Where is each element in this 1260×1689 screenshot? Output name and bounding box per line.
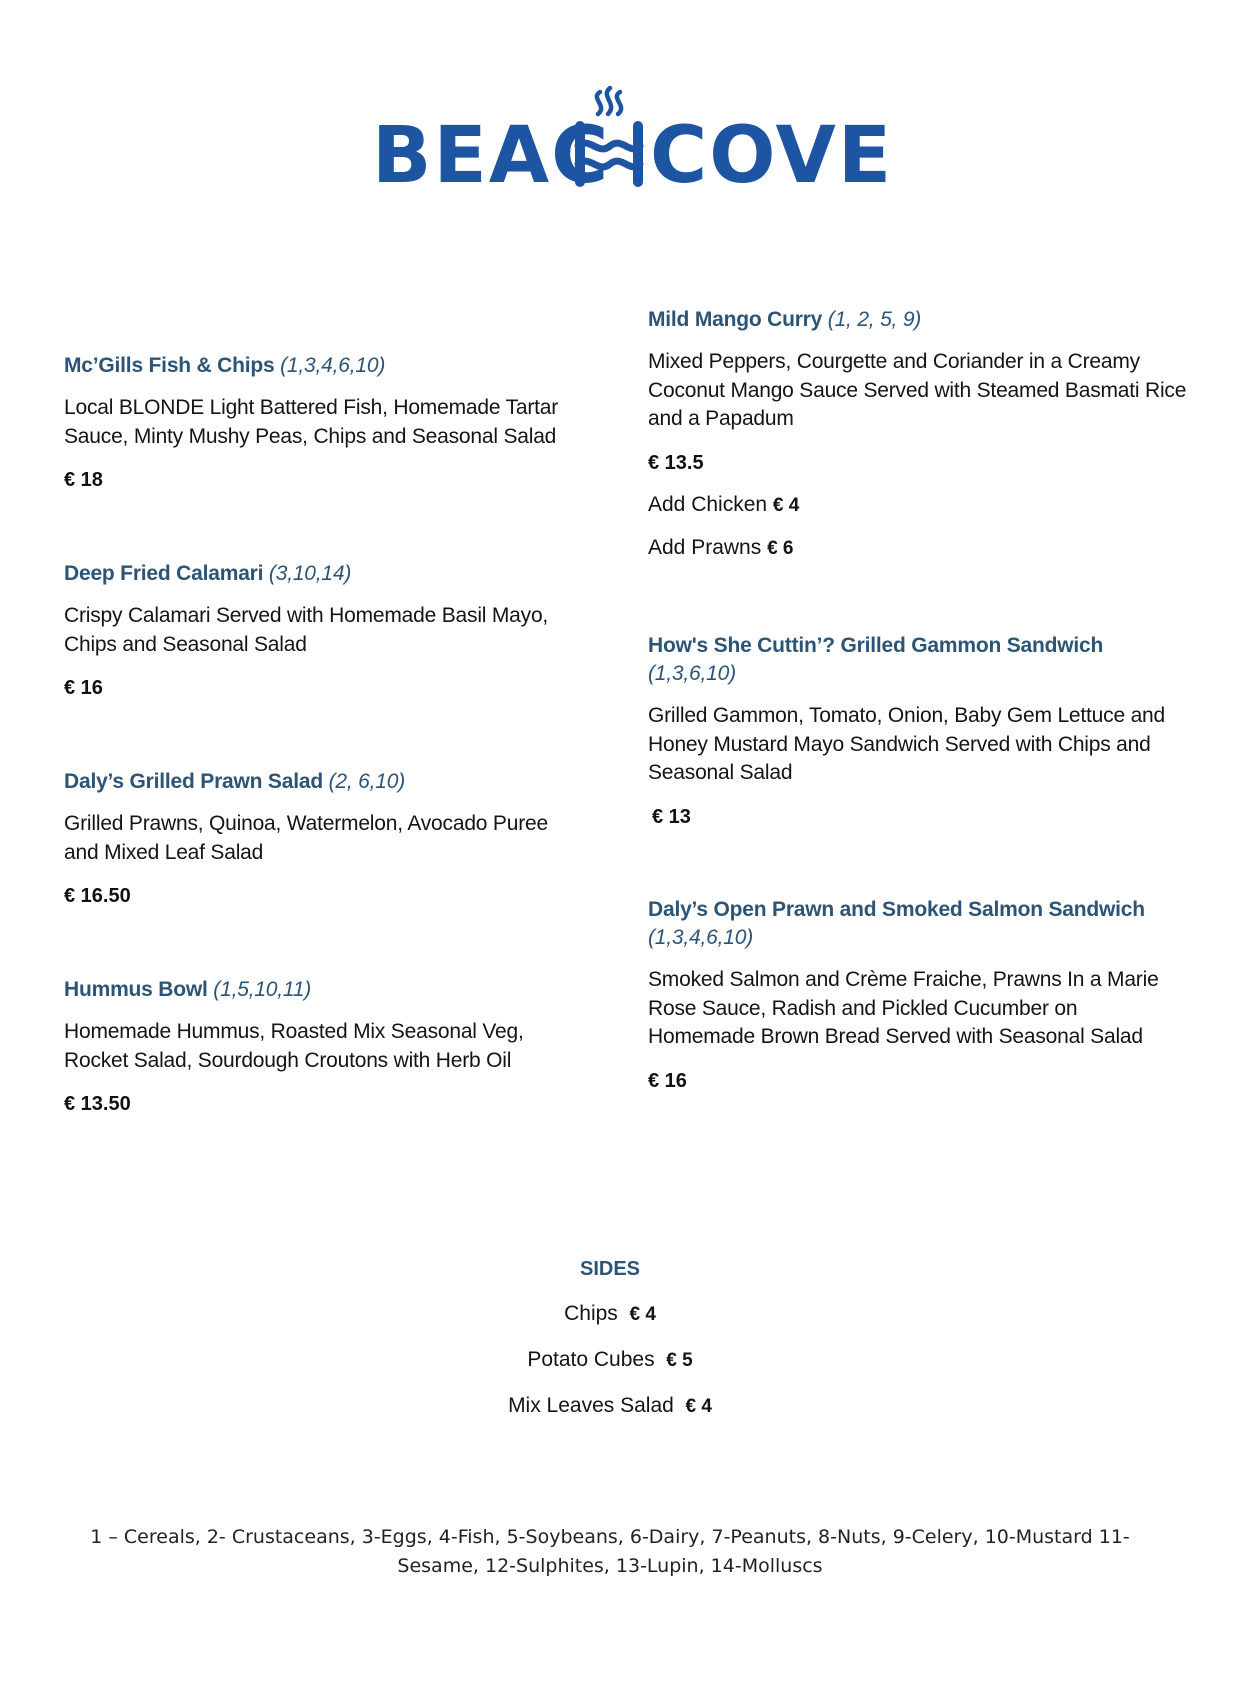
extra-label: Add Prawns [648, 535, 762, 559]
menu-item [648, 306, 1188, 563]
menu-item [64, 976, 584, 1118]
item-description: Grilled Gammon, Tomato, Onion, Baby Gem Lettuce and Honey Mustard Mayo Sandwich Served with Chips and Seasonal Salad [648, 704, 1166, 784]
item-title [648, 896, 1188, 952]
item-description: Grilled Prawns, Quinoa, Watermelon, Avocado Puree and Mixed Leaf Salad [64, 812, 548, 864]
item-name: Mc’Gills Fish & Chips [64, 354, 275, 377]
item-price: € 18 [64, 469, 103, 491]
item-name: Hummus Bowl [64, 978, 208, 1001]
item-allergens: (1,3,4,6,10) [280, 354, 386, 377]
allergen-key [60, 1523, 1160, 1581]
sides-title: SIDES [579, 1258, 641, 1280]
menu-item [64, 352, 584, 494]
item-name: Daly’s Open Prawn and Smoked Salmon Sandwich [648, 898, 1145, 921]
item-price: € 13 [652, 805, 691, 828]
item-description: Homemade Hummus, Roasted Mix Seasonal Veg, Rocket Salad, Sourdough Croutons with Herb Oil [64, 1020, 524, 1072]
menu-item [648, 896, 1188, 1095]
menu-item [64, 560, 584, 702]
item-title [64, 560, 584, 588]
allergen-key-line-1: 1 – Cereals, 2- Crustaceans, 3-Eggs, 4-Fish, 5-Soybeans, 6-Dairy, 7-Peanuts, 8-Nuts, 9-Celery, 10-Mustard 11- [90, 1526, 1130, 1548]
item-price: € 16 [648, 1069, 687, 1092]
item-price: € 13.50 [64, 1093, 131, 1115]
item-price: € 13.5 [648, 451, 704, 474]
item-allergens: (1, 2, 5, 9) [827, 308, 922, 331]
svg-text:BEAC: BEAC [372, 111, 611, 201]
item-title [648, 306, 1188, 334]
item-extra [648, 534, 1188, 563]
item-allergens: (1,3,6,10) [648, 662, 736, 685]
svg-text:COVE: COVE [650, 111, 894, 201]
brand-logo [372, 84, 894, 201]
item-description: Crispy Calamari Served with Homemade Basil Mayo, Chips and Seasonal Salad [64, 604, 549, 656]
item-title [648, 632, 1188, 688]
item-allergens: (2, 6,10) [328, 770, 406, 793]
item-description: Smoked Salmon and Crème Fraiche, Prawns In a Marie Rose Sauce, Radish and Pickled Cucumber on Homemade Brown Bread Served with Seasonal Salad [648, 968, 1159, 1048]
item-description: Local BLONDE Light Battered Fish, Homemade Tartar Sauce, Minty Mushy Peas, Chips and Seasonal Salad [64, 396, 559, 448]
item-price: € 16.50 [64, 885, 131, 907]
side-label: Potato Cubes [527, 1348, 655, 1371]
side-item [0, 1392, 1220, 1421]
item-extra [648, 491, 1188, 520]
menu-item [64, 768, 584, 910]
side-label: Chips [564, 1302, 618, 1325]
side-price: € 4 [685, 1396, 712, 1417]
extra-price: € 6 [767, 537, 794, 559]
item-name: Mild Mango Curry [648, 308, 823, 331]
item-title [64, 352, 584, 380]
item-allergens: (1,5,10,11) [213, 978, 312, 1001]
item-allergens: (1,3,4,6,10) [648, 926, 753, 949]
side-label: Mix Leaves Salad [508, 1394, 674, 1417]
item-title [64, 976, 584, 1004]
item-allergens: (3,10,14) [268, 562, 352, 585]
extra-price: € 4 [772, 494, 800, 516]
item-name: How's She Cuttin’? Grilled Gammon Sandwich [648, 634, 1104, 657]
item-title [64, 768, 584, 796]
sides-section [0, 1255, 1220, 1421]
side-item [0, 1300, 1220, 1329]
item-name: Deep Fried Calamari [64, 562, 264, 585]
side-price: € 5 [666, 1350, 693, 1371]
extra-label: Add Chicken [648, 492, 768, 516]
menu-item [648, 632, 1188, 831]
logo-wordmark-left [372, 111, 610, 201]
side-price: € 4 [629, 1304, 656, 1325]
side-item [0, 1346, 1220, 1375]
item-name: Daly’s Grilled Prawn Salad [64, 770, 323, 793]
item-description: Mixed Peppers, Courgette and Coriander in a Creamy Coconut Mango Sauce Served with Steamed Basmati Rice and a Papadum [648, 350, 1187, 430]
allergen-key-line-2: Sesame, 12-Sulphites, 13-Lupin, 14-Molluscs [397, 1555, 823, 1577]
item-price: € 16 [64, 677, 103, 699]
logo-wordmark-right [650, 111, 893, 201]
